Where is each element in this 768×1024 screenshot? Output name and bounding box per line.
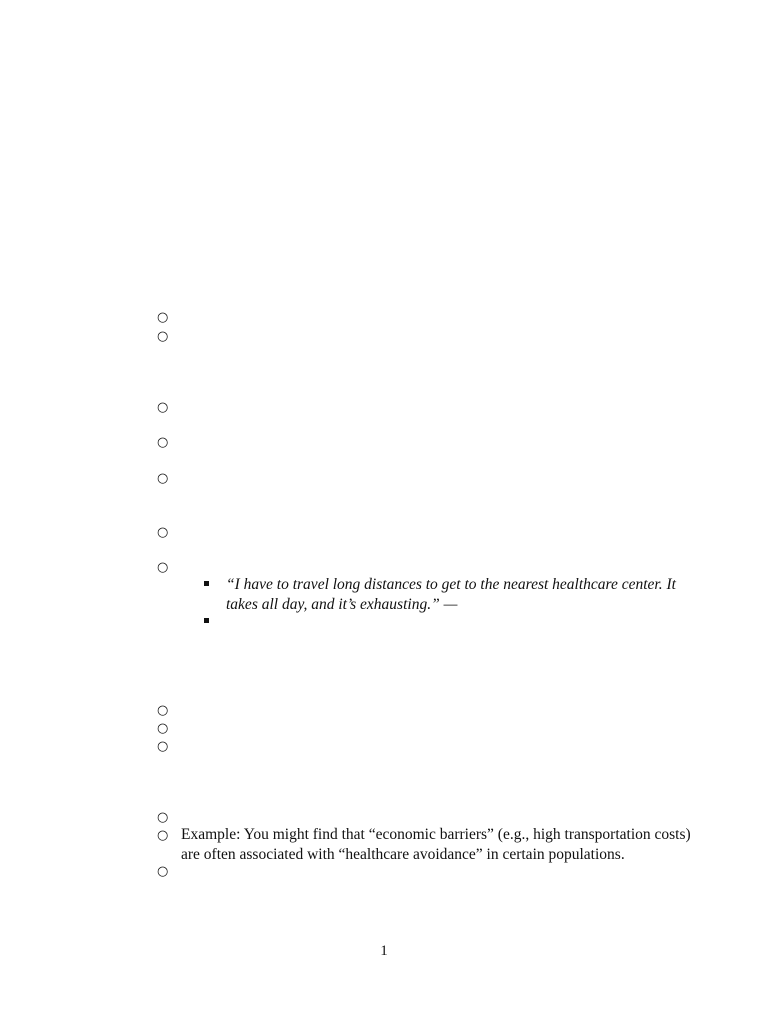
list-bullet: ○ <box>157 329 169 344</box>
sub-bullet <box>204 581 209 586</box>
list-bullet: ○ <box>157 435 169 450</box>
list-bullet: ○ <box>157 560 169 575</box>
list-bullet: ○ <box>157 864 169 879</box>
list-bullet: ○ <box>157 828 169 843</box>
list-bullet: ○ <box>157 525 169 540</box>
page-number: 1 <box>380 943 388 959</box>
example-line-1: Example: You might find that “economic barriers” (e.g., high transportation costs) <box>181 826 691 843</box>
quote-line-1: “I have to travel long distances to get to the nearest healthcare center. It <box>226 576 676 593</box>
quote-line-2: takes all day, and it’s exhausting.” — <box>226 596 458 613</box>
list-bullet: ○ <box>157 400 169 415</box>
list-bullet: ○ <box>157 703 169 718</box>
list-bullet: ○ <box>157 310 169 325</box>
list-bullet: ○ <box>157 721 169 736</box>
example-line-2: are often associated with “healthcare avoidance” in certain populations. <box>181 846 625 863</box>
list-bullet: ○ <box>157 471 169 486</box>
sub-bullet <box>204 618 209 623</box>
list-bullet: ○ <box>157 739 169 754</box>
list-bullet: ○ <box>157 810 169 825</box>
